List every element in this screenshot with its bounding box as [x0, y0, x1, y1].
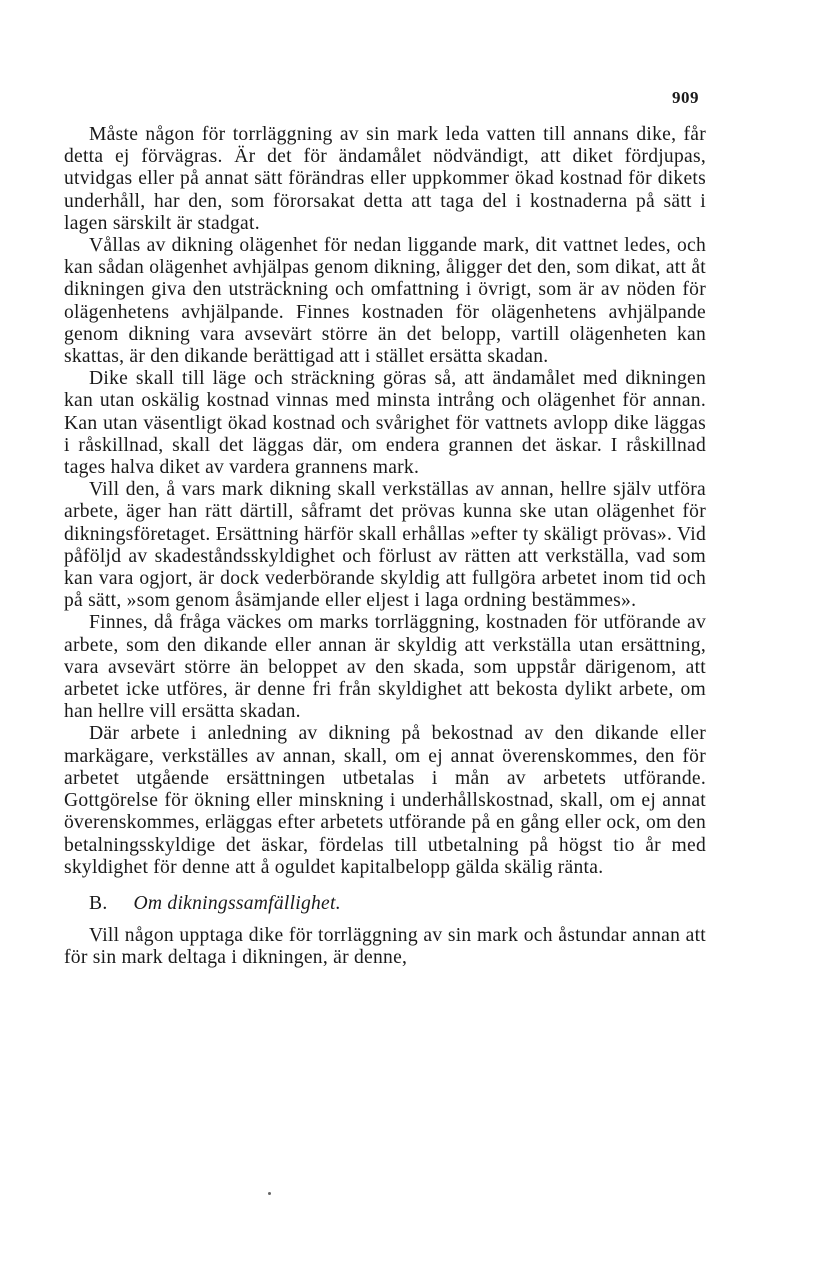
page-number: 909	[672, 88, 699, 107]
paragraph-cost-exemption: Finnes, då fråga väckes om marks torrläggning, kostnaden för utförande av arbete, som den dikande eller annan är skyldig att verkställa utan ersättning, vara avsevärt större än beloppet av den skada, som uppstår därigenom, att arbetet icke utföres, är denne fri från skyldighet att bekosta dylikt arbete, om han hellre vill ersätta skadan.	[64, 612, 706, 723]
section-label: B.	[89, 892, 108, 914]
paragraph-joint-drainage: Vill någon upptaga dike för torrläggning av sin mark och åstundar annan att för sin mark deltaga i dikningen, är denne,	[64, 925, 706, 969]
print-speck	[268, 1192, 271, 1195]
paragraph-inconvenience-downstream: Vållas av dikning olägenhet för nedan liggande mark, dit vattnet ledes, och kan sådan olägenhet avhjälpas genom dikning, åligger det den, som dikat, att åt dikningen giva den utsträckning och omfattning i övrigt, som är av nöden för olägenhetens avhjälpande. Finnes kostnaden för olägenhetens avhjälpande genom dikning vara avsevärt större än det belopp, vartill olägenheten kan skattas, är den dikande berättigad att i stället ersätta skadan.	[64, 235, 706, 368]
paragraph-ditch-location: Dike skall till läge och sträckning göras så, att ändamålet med dikningen kan utan oskälig kostnad vinnas med minsta intrång och olägenhet för annan. Kan utan väsentligt ökad kostnad och svårighet för vattnets avlopp dike läggas i råskillnad, skall det läggas där, om endera grannen det äskar. I råskillnad tages halva diket av vardera grannens mark.	[64, 368, 706, 479]
body-text	[64, 124, 706, 970]
section-title: Om dikningssamfällighet.	[133, 892, 341, 914]
paragraph-own-work: Vill den, å vars mark dikning skall verkställas av annan, hellre själv utföra arbete, äger han rätt därtill, såframt det prövas kunna ske utan olägenhet för dikningsföretaget. Ersättning härför skall erhållas »efter ty skäligt prövas». Vid påföljd av skadeståndsskyldighet och förlust av rätten att verkställa, vad som kan vara ogjort, är dock vederbörande skyldig att fullgöra arbetet inom tid och på sätt, »som genom åsämjande eller eljest i laga ordning bestämmes».	[64, 479, 706, 612]
paragraph-compensation-payment: Där arbete i anledning av dikning på bekostnad av den dikande eller markägare, verkställes av annan, skall, om ej annat överenskommes, den för arbetet utgående ersättningen utbetalas i mån av arbetets utförande. Gottgörelse för ökning eller minskning i underhållskostnad, skall, om ej annat överenskommes, erläggas efter arbetets utförande på en gång eller ock, om den betalningsskyldige det äskar, fördelas till utbetalning på högst tio år med skyldighet för denne att å oguldet kapitalbelopp gälda skälig ränta.	[64, 723, 706, 878]
section-heading	[64, 893, 706, 915]
paragraph-drainage-into-neighbor-ditch: Måste någon för torrläggning av sin mark leda vatten till annans dike, får detta ej förvägras. Är det för ändamålet nödvändigt, att diket fördjupas, utvidgas eller på annat sätt förändras eller uppkommer ökad kostnad för dikets underhåll, har den, som förorsakat detta att taga del i kostnaderna på sätt i lagen särskilt är stadgat.	[64, 124, 706, 234]
